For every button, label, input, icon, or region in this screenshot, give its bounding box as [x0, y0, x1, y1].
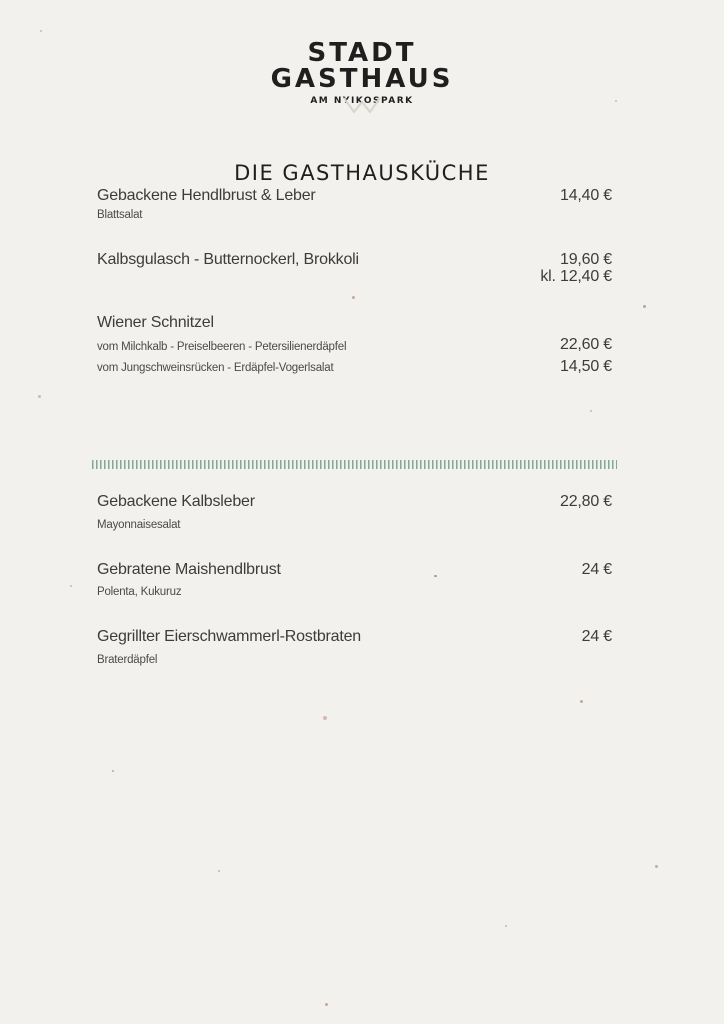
logo-ornament-icon [340, 96, 384, 116]
menu-item-variant-price: 14,50 € [560, 358, 612, 375]
menu-item-desc: Braterdäpfel [97, 654, 158, 666]
menu-item-price: 14,40 € [560, 187, 612, 204]
menu-item-price: 19,60 € [560, 251, 612, 268]
menu-item-name: Wiener Schnitzel [97, 314, 214, 331]
menu-item-variant-desc: vom Jungschweinsrücken - Erdäpfel-Vogerlsalat [97, 362, 334, 374]
menu-item-price: 22,80 € [560, 493, 612, 510]
menu-item-name: Kalbsgulasch - Butternockerl, Brokkoli [97, 251, 359, 268]
menu-item-desc: Mayonnaisesalat [97, 519, 181, 531]
menu-item-price: 24 € [581, 628, 612, 645]
menu-item-name: Gebackene Hendlbrust & Leber [97, 187, 316, 204]
menu-item-desc: Blattsalat [97, 209, 143, 221]
menu-item-name: Gebackene Kalbsleber [97, 493, 255, 510]
menu-item-name: Gebratene Maishendlbrust [97, 561, 281, 578]
logo-line-1: STADT [307, 38, 417, 68]
menu-item-price-small: kl. 12,40 € [540, 268, 612, 285]
section-divider [92, 460, 617, 469]
menu-item-price: 24 € [581, 561, 612, 578]
menu-item-name: Gegrillter Eierschwammerl-Rostbraten [97, 628, 361, 645]
menu-item-variant-desc: vom Milchkalb - Preiselbeeren - Petersilienerdäpfel [97, 341, 347, 353]
menu-item-variant-price: 22,60 € [560, 336, 612, 353]
menu-item-desc: Polenta, Kukuruz [97, 586, 182, 598]
section-title: DIE GASTHAUSKÜCHE [234, 161, 490, 186]
logo-subtitle: AM NYIKOSPARK [310, 96, 414, 106]
logo-line-2: GASTHAUS [270, 64, 454, 94]
